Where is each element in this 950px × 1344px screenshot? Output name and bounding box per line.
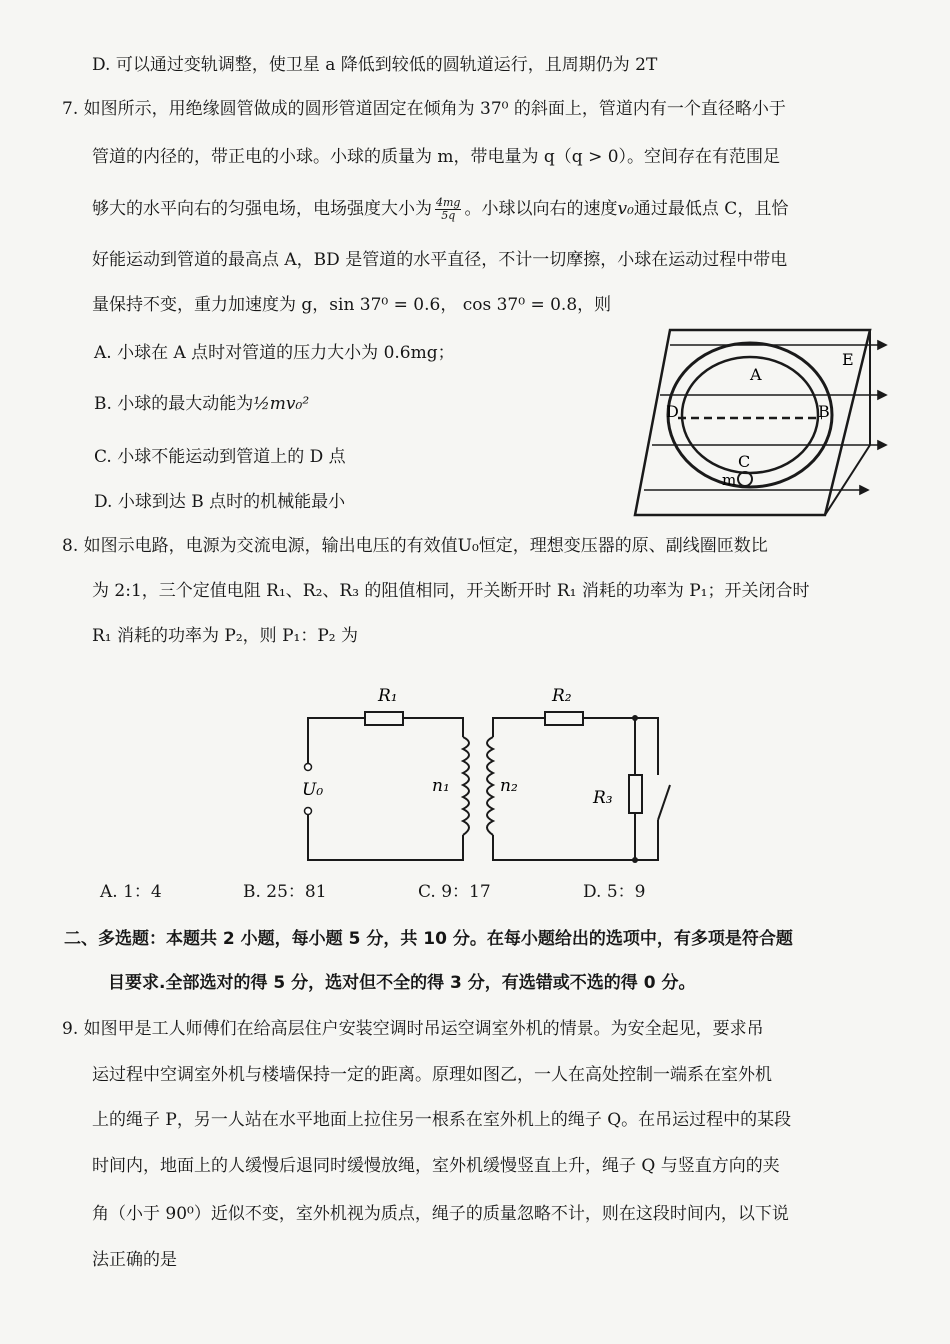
q9-stem-line3: 上的绳子 P，另一人站在水平地面上拉住另一根系在室外机上的绳子 Q。在吊运过程中的某段: [92, 1110, 792, 1130]
q7-option-a: A. 小球在 A 点时对管道的压力大小为 0.6mg；: [94, 343, 455, 363]
secondary-top-right-wire: [583, 718, 635, 775]
q8-option-c: C. 9：17: [418, 882, 491, 902]
primary-bottom-wire: [308, 815, 463, 860]
resistor-r3: [629, 775, 642, 813]
q7-line3-b: 。小球以向右的速度: [464, 199, 618, 219]
label-m: m: [722, 471, 737, 489]
secondary-top-left-wire: [493, 718, 545, 737]
primary-top-right-wire: [403, 718, 463, 737]
q7-option-b-math: ½mv₀²: [253, 394, 310, 414]
q9-stem-line6: 法正确的是: [92, 1250, 177, 1270]
q8-stem-line1: 8. 如图示电路，电源为交流电源，输出电压的有效值U₀恒定，理想变压器的原、副线圈匝数比: [62, 536, 768, 556]
q8-stem-line3: R₁ 消耗的功率为 P₂，则 P₁：P₂ 为: [92, 626, 358, 646]
label-c: C: [738, 452, 751, 471]
q7-stem-line4: 好能运动到管道的最高点 A，BD 是管道的水平直径，不计一切摩擦，小球在运动过程中带电: [92, 250, 788, 270]
q9-stem-line5: 角（小于 90⁰）近似不变，室外机视为质点，绳子的质量忽略不计，则在这段时间内，以下说: [92, 1204, 789, 1224]
q7-v0: v₀: [617, 199, 634, 219]
q7-frac-den: 5q: [441, 209, 456, 222]
source-terminal-bottom: [305, 808, 312, 815]
q7-frac-num: 4mg: [436, 196, 461, 209]
switch-blade: [658, 785, 670, 820]
label-r1: R₁: [378, 686, 398, 706]
q8-option-d: D. 5：9: [583, 882, 646, 902]
label-a: A: [750, 365, 762, 384]
label-r2: R₂: [552, 686, 572, 706]
q7-option-b-text: B. 小球的最大动能为: [94, 394, 254, 414]
q8-option-a: A. 1：4: [100, 882, 162, 902]
switch-top-wire: [635, 718, 658, 775]
q8-option-b: B. 25：81: [243, 882, 327, 902]
source-terminal-top: [305, 764, 312, 771]
primary-top-left-wire: [308, 718, 365, 763]
section2-heading-line1: 二、多选题：本题共 2 小题，每小题 5 分，共 10 分。在每小题给出的选项中，有多项是符合题: [64, 929, 793, 949]
section2-heading-line2: 目要求.全部选对的得 5 分，选对但不全的得 3 分，有选错或不选的得 0 分。: [108, 973, 696, 993]
q7-option-b: [94, 393, 309, 415]
q8-stem-line2: 为 2:1，三个定值电阻 R₁、R₂、R₃ 的阻值相同，开关断开时 R₁ 消耗的功率为 P₁；开关闭合时: [92, 581, 810, 601]
q7-stem-line1: 7. 如图所示，用绝缘圆管做成的圆形管道固定在倾角为 37⁰ 的斜面上，管道内有一个直径略小于: [62, 99, 786, 119]
label-n1: n₁: [432, 776, 450, 796]
q9-stem-line1: 9. 如图甲是工人师傅们在给高层住户安装空调时吊运空调室外机的情景。为安全起见，要求吊: [62, 1019, 764, 1039]
resistor-r2: [545, 712, 583, 725]
incline-side-edge: [825, 445, 870, 515]
q7-stem-line3: [92, 197, 788, 222]
secondary-coil: [487, 737, 493, 835]
resistor-r1: [365, 712, 403, 725]
q7-line3-c: 通过最低点 C，且恰: [633, 199, 789, 219]
q7-stem-line2: 管道的内径的，带正电的小球。小球的质量为 m，带电量为 q（q > 0）。空间存在有范围足: [92, 147, 781, 167]
label-e: E: [842, 350, 854, 369]
q7-stem-line5: 量保持不变，重力加速度为 g，sin 37⁰ = 0.6， cos 37⁰ = 0.8，则: [92, 295, 612, 315]
label-u0: U₀: [302, 780, 324, 800]
q9-stem-line2: 运过程中空调室外机与楼墙保持一定的距离。原理如图乙，一人在高处控制一端系在室外机: [92, 1065, 772, 1085]
label-n2: n₂: [500, 776, 518, 796]
label-r3: R₃: [593, 788, 613, 808]
q7-incline-tube-figure: [630, 325, 890, 525]
label-d: D: [666, 402, 679, 421]
q7-field-fraction: [435, 197, 461, 222]
q8-circuit-diagram: [290, 675, 680, 875]
primary-coil: [463, 737, 469, 835]
q9-stem-line4: 时间内，地面上的人缓慢后退同时缓慢放绳，室外机缓慢竖直上升，绳子 Q 与竖直方向的夹: [92, 1156, 780, 1176]
secondary-bottom-wire: [493, 813, 635, 860]
switch-bottom-wire: [635, 820, 658, 860]
label-b: B: [818, 402, 830, 421]
junction-top: [632, 715, 638, 721]
q7-line3-a: 够大的水平向右的匀强电场，电场强度大小为: [92, 199, 432, 219]
q7-option-c: C. 小球不能运动到管道上的 D 点: [94, 447, 346, 467]
q7-option-d: D. 小球到达 B 点时的机械能最小: [94, 492, 346, 512]
junction-bottom: [632, 857, 638, 863]
q6-option-d: D. 可以通过变轨调整，使卫星 a 降低到较低的圆轨道运行，且周期仍为 2T: [92, 55, 658, 75]
